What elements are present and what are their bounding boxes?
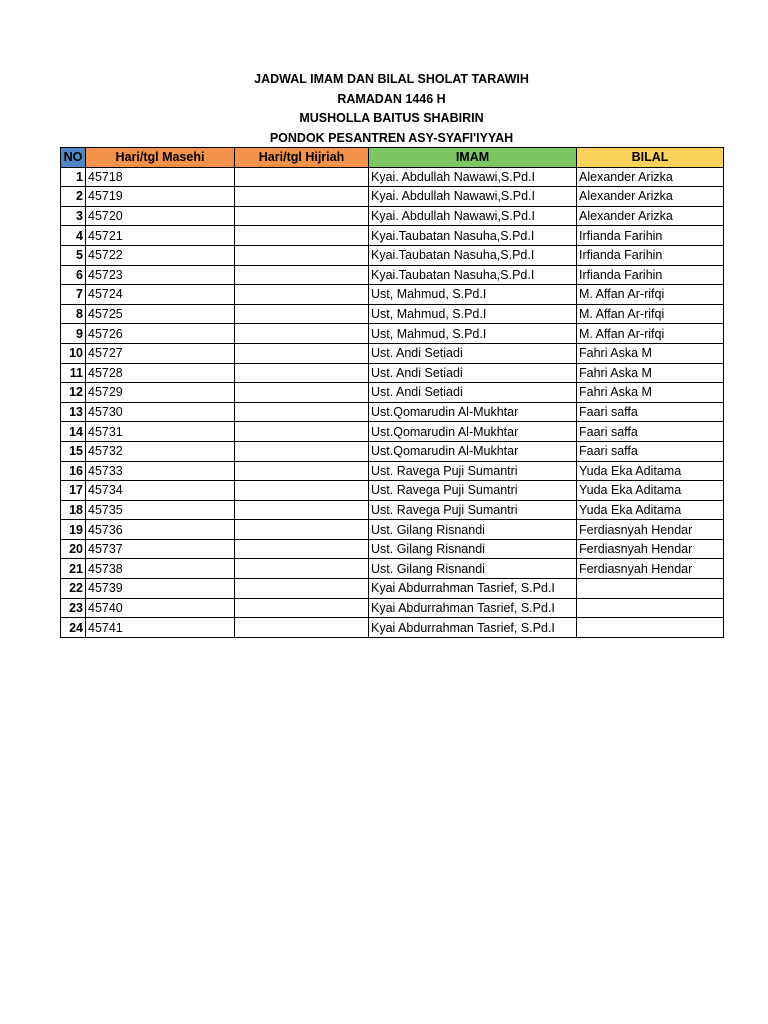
cell-imam: Kyai Abdurrahman Tasrief, S.Pd.I (369, 598, 577, 618)
cell-bilal: Fahri Aska M (577, 363, 724, 383)
table-row (61, 187, 724, 207)
table-row (61, 481, 724, 501)
cell-no: 16 (61, 461, 86, 481)
cell-imam: Ust.Qomarudin Al-Mukhtar (369, 441, 577, 461)
cell-masehi: 45721 (86, 226, 235, 246)
cell-bilal: Yuda Eka Aditama (577, 481, 724, 501)
cell-no: 22 (61, 579, 86, 599)
cell-bilal: Fahri Aska M (577, 343, 724, 363)
cell-hijriah (235, 539, 369, 559)
table-row (61, 618, 724, 638)
cell-masehi: 45718 (86, 167, 235, 187)
cell-imam: Ust. Ravega Puji Sumantri (369, 481, 577, 501)
cell-hijriah (235, 520, 369, 540)
cell-masehi: 45723 (86, 265, 235, 285)
cell-bilal: Yuda Eka Aditama (577, 500, 724, 520)
cell-no: 11 (61, 363, 86, 383)
cell-masehi: 45738 (86, 559, 235, 579)
cell-imam: Kyai. Abdullah Nawawi,S.Pd.I (369, 206, 577, 226)
column-header-imam: IMAM (369, 148, 577, 168)
cell-bilal: Irfianda Farihin (577, 226, 724, 246)
cell-hijriah (235, 226, 369, 246)
cell-masehi: 45736 (86, 520, 235, 540)
table-row (61, 265, 724, 285)
cell-hijriah (235, 461, 369, 481)
cell-no: 18 (61, 500, 86, 520)
cell-bilal: Ferdiasnyah Hendar (577, 559, 724, 579)
cell-imam: Ust, Mahmud, S.Pd.I (369, 285, 577, 305)
cell-no: 3 (61, 206, 86, 226)
cell-masehi: 45722 (86, 245, 235, 265)
cell-bilal: M. Affan Ar-rifqi (577, 304, 724, 324)
cell-hijriah (235, 559, 369, 579)
table-row (61, 520, 724, 540)
table-header-row (61, 148, 724, 168)
column-header-hijriah: Hari/tgl Hijriah (235, 148, 369, 168)
table-row (61, 579, 724, 599)
cell-bilal: Alexander Arizka (577, 187, 724, 207)
cell-hijriah (235, 187, 369, 207)
cell-hijriah (235, 422, 369, 442)
cell-masehi: 45726 (86, 324, 235, 344)
cell-masehi: 45729 (86, 383, 235, 403)
cell-bilal: Alexander Arizka (577, 206, 724, 226)
cell-masehi: 45731 (86, 422, 235, 442)
cell-hijriah (235, 363, 369, 383)
cell-imam: Ust.Qomarudin Al-Mukhtar (369, 402, 577, 422)
cell-imam: Ust. Gilang Risnandi (369, 559, 577, 579)
cell-imam: Ust. Gilang Risnandi (369, 520, 577, 540)
cell-masehi: 45733 (86, 461, 235, 481)
table-row (61, 461, 724, 481)
cell-masehi: 45720 (86, 206, 235, 226)
column-header-masehi: Hari/tgl Masehi (86, 148, 235, 168)
cell-bilal: Yuda Eka Aditama (577, 461, 724, 481)
cell-hijriah (235, 343, 369, 363)
cell-bilal: Fahri Aska M (577, 383, 724, 403)
cell-hijriah (235, 304, 369, 324)
cell-no: 8 (61, 304, 86, 324)
cell-hijriah (235, 383, 369, 403)
cell-imam: Ust. Ravega Puji Sumantri (369, 500, 577, 520)
cell-no: 24 (61, 618, 86, 638)
cell-no: 12 (61, 383, 86, 403)
cell-bilal: Ferdiasnyah Hendar (577, 520, 724, 540)
table-row (61, 441, 724, 461)
cell-imam: Kyai.Taubatan Nasuha,S.Pd.I (369, 245, 577, 265)
document-subtitle-institution: PONDOK PESANTREN ASY-SYAFI'IYYAH (269, 130, 514, 145)
cell-hijriah (235, 402, 369, 422)
cell-imam: Ust, Mahmud, S.Pd.I (369, 304, 577, 324)
cell-masehi: 45739 (86, 579, 235, 599)
cell-bilal (577, 618, 724, 638)
cell-hijriah (235, 265, 369, 285)
cell-bilal: Alexander Arizka (577, 167, 724, 187)
cell-bilal: Ferdiasnyah Hendar (577, 539, 724, 559)
table-row (61, 245, 724, 265)
cell-bilal: Faari saffa (577, 441, 724, 461)
cell-masehi: 45727 (86, 343, 235, 363)
cell-imam: Ust. Gilang Risnandi (369, 539, 577, 559)
cell-masehi: 45734 (86, 481, 235, 501)
cell-hijriah (235, 500, 369, 520)
document-title-block (60, 70, 723, 148)
document-title: JADWAL IMAM DAN BILAL SHOLAT TARAWIH (254, 72, 529, 86)
cell-imam: Ust. Andi Setiadi (369, 363, 577, 383)
cell-no: 1 (61, 167, 86, 187)
cell-imam: Kyai Abdurrahman Tasrief, S.Pd.I (369, 579, 577, 599)
document-subtitle-period: RAMADAN 1446 H (337, 91, 446, 106)
cell-no: 21 (61, 559, 86, 579)
cell-bilal: M. Affan Ar-rifqi (577, 324, 724, 344)
cell-hijriah (235, 285, 369, 305)
cell-imam: Ust. Andi Setiadi (369, 343, 577, 363)
cell-bilal (577, 598, 724, 618)
cell-masehi: 45728 (86, 363, 235, 383)
cell-hijriah (235, 598, 369, 618)
cell-no: 4 (61, 226, 86, 246)
cell-no: 5 (61, 245, 86, 265)
cell-masehi: 45741 (86, 618, 235, 638)
schedule-table (60, 147, 724, 638)
table-row (61, 383, 724, 403)
cell-masehi: 45735 (86, 500, 235, 520)
cell-no: 20 (61, 539, 86, 559)
cell-hijriah (235, 579, 369, 599)
cell-hijriah (235, 618, 369, 638)
cell-imam: Kyai.Taubatan Nasuha,S.Pd.I (369, 265, 577, 285)
cell-hijriah (235, 245, 369, 265)
cell-no: 9 (61, 324, 86, 344)
cell-masehi: 45725 (86, 304, 235, 324)
cell-imam: Kyai. Abdullah Nawawi,S.Pd.I (369, 167, 577, 187)
table-row (61, 598, 724, 618)
cell-bilal (577, 579, 724, 599)
cell-no: 10 (61, 343, 86, 363)
cell-bilal: Faari saffa (577, 402, 724, 422)
cell-imam: Ust. Andi Setiadi (369, 383, 577, 403)
cell-no: 13 (61, 402, 86, 422)
table-row (61, 422, 724, 442)
table-row (61, 500, 724, 520)
table-body (61, 167, 724, 637)
table-row (61, 285, 724, 305)
cell-no: 23 (61, 598, 86, 618)
cell-no: 6 (61, 265, 86, 285)
cell-bilal: Irfianda Farihin (577, 265, 724, 285)
table-row (61, 167, 724, 187)
cell-imam: Kyai. Abdullah Nawawi,S.Pd.I (369, 187, 577, 207)
cell-masehi: 45719 (86, 187, 235, 207)
table-row (61, 402, 724, 422)
cell-masehi: 45732 (86, 441, 235, 461)
cell-bilal: M. Affan Ar-rifqi (577, 285, 724, 305)
column-header-no: NO (61, 148, 86, 168)
cell-masehi: 45724 (86, 285, 235, 305)
table-row (61, 363, 724, 383)
table-row (61, 304, 724, 324)
cell-hijriah (235, 441, 369, 461)
cell-imam: Kyai.Taubatan Nasuha,S.Pd.I (369, 226, 577, 246)
table-row (61, 539, 724, 559)
cell-imam: Ust, Mahmud, S.Pd.I (369, 324, 577, 344)
table-row (61, 324, 724, 344)
table-row (61, 343, 724, 363)
cell-imam: Ust.Qomarudin Al-Mukhtar (369, 422, 577, 442)
cell-no: 7 (61, 285, 86, 305)
table-row (61, 559, 724, 579)
cell-hijriah (235, 481, 369, 501)
cell-bilal: Faari saffa (577, 422, 724, 442)
document-subtitle-place: MUSHOLLA BAITUS SHABIRIN (299, 111, 484, 125)
cell-hijriah (235, 206, 369, 226)
table-row (61, 206, 724, 226)
cell-masehi: 45730 (86, 402, 235, 422)
table-row (61, 226, 724, 246)
cell-no: 19 (61, 520, 86, 540)
column-header-bilal: BILAL (577, 148, 724, 168)
cell-imam: Ust. Ravega Puji Sumantri (369, 461, 577, 481)
cell-masehi: 45740 (86, 598, 235, 618)
cell-masehi: 45737 (86, 539, 235, 559)
cell-hijriah (235, 167, 369, 187)
cell-no: 2 (61, 187, 86, 207)
cell-no: 17 (61, 481, 86, 501)
cell-no: 15 (61, 441, 86, 461)
cell-imam: Kyai Abdurrahman Tasrief, S.Pd.I (369, 618, 577, 638)
cell-no: 14 (61, 422, 86, 442)
cell-bilal: Irfianda Farihin (577, 245, 724, 265)
cell-hijriah (235, 324, 369, 344)
